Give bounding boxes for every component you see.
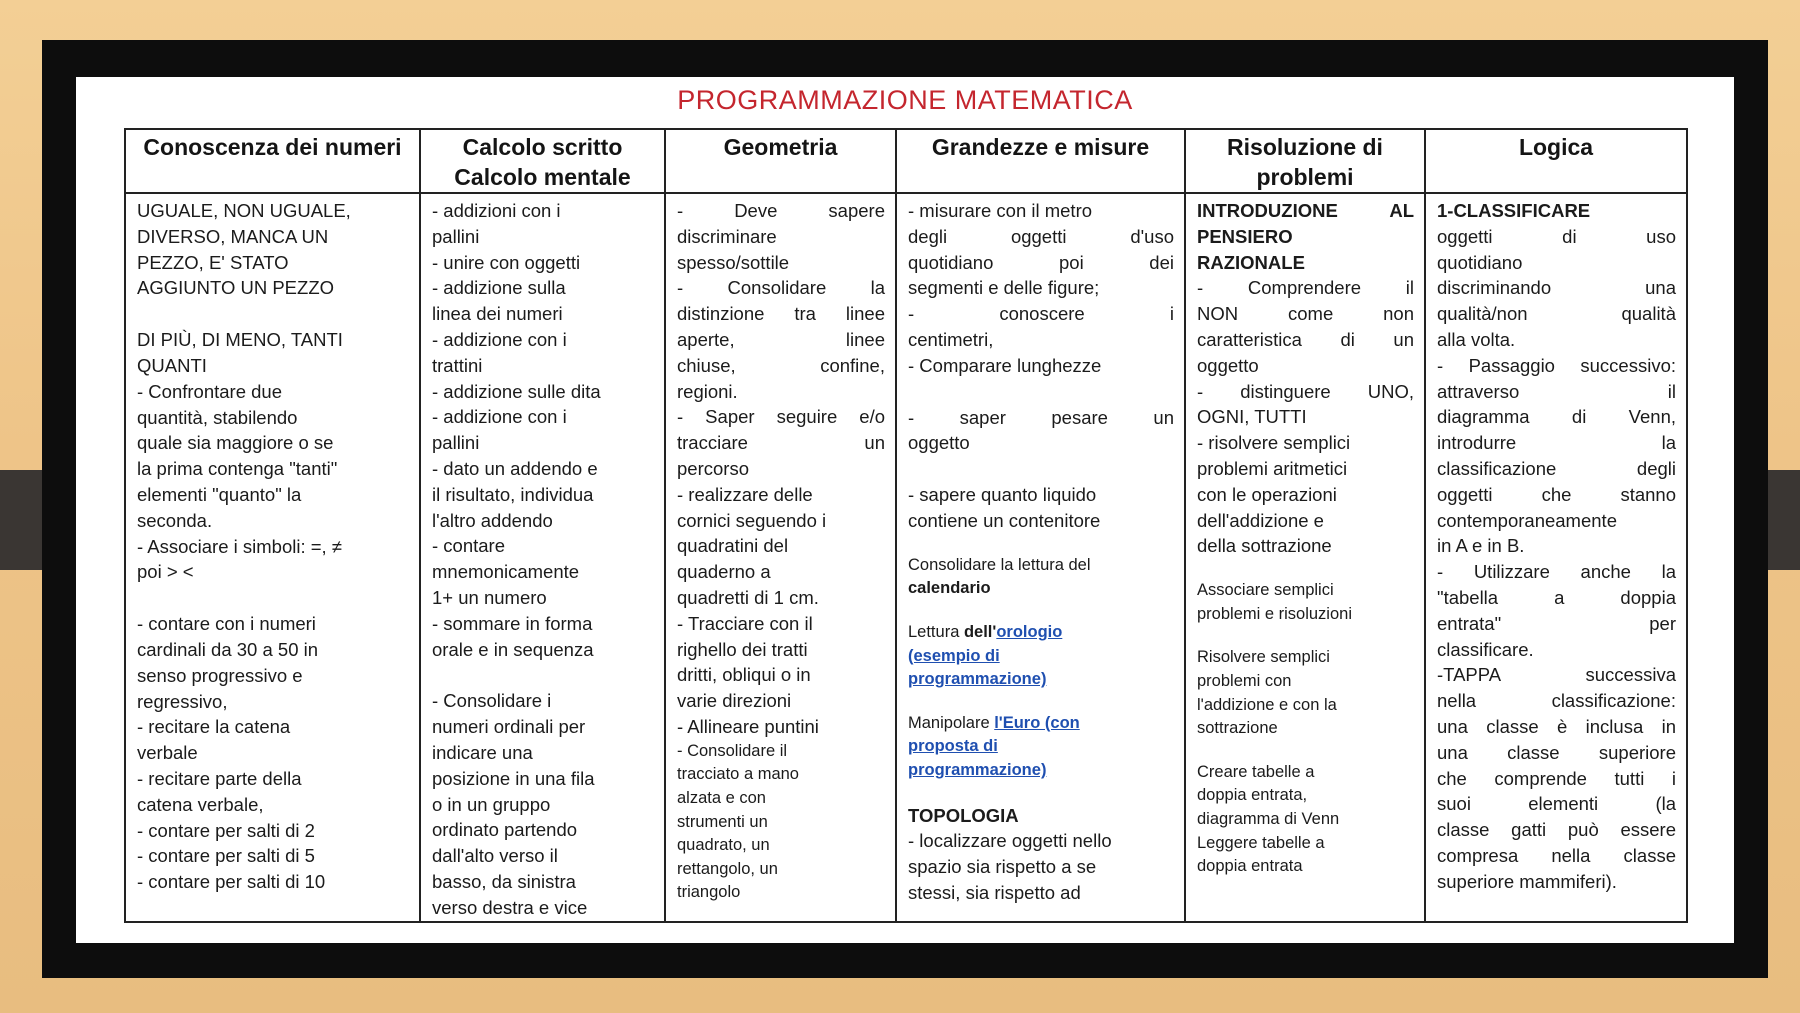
text-line: - contare per salti di 2 [137,819,315,841]
text-line: dell'addizione e [1197,509,1324,531]
text-line: attraverso il [1437,380,1676,402]
text-line: classe gatti può essere [1437,819,1676,841]
text-line: - contare [432,535,506,557]
text-line: - risolvere semplici [1197,432,1351,454]
text-line: - addizione con i [432,328,567,350]
text-line: problemi aritmetici [1197,457,1348,479]
text-line: quadratini del [677,535,789,557]
text-line: oggetti che stanno [1437,483,1676,505]
text-line: strumenti un [677,812,768,831]
orologio-link[interactable]: (esempio di [908,646,1000,665]
text-line: discriminare [677,225,777,247]
text-line: alla volta. [1437,328,1516,350]
text-line: qualità/non qualità [1437,303,1676,325]
text-line: - contare con i numeri [137,613,316,635]
euro-link[interactable]: programmazione) [908,760,1047,779]
text-line: triangolo [677,883,741,902]
text-line: seconda. [137,509,213,531]
header-calcolo: Calcolo scritto Calcolo mentale [420,129,665,193]
text-line: INTRODUZIONE AL [1197,200,1414,221]
text-line: quotidiano [1437,251,1523,273]
text-line: la prima contenga "tanti" [137,458,338,480]
text-line: - addizione sulla [432,277,566,299]
euro-line: Manipolare l'Euro (con [908,713,1080,732]
text-line: - sapere quanto liquido [908,484,1097,506]
text-line: ordinato partendo [432,819,578,841]
text-line: quadretti di 1 cm. [677,586,819,608]
text-line: suoi elementi (la [1437,793,1676,815]
text-line: - unire con oggetti [432,251,581,273]
text-line: classificazione degli [1437,457,1676,479]
text-line: doppia entrata, [1197,786,1308,805]
text-line: orale e in sequenza [432,638,594,660]
text-line: oggetti di uso [1437,225,1676,247]
text-line: sottrazione [1197,719,1278,738]
orologio-link[interactable]: programmazione) [908,670,1047,689]
text-line: una classe superiore [1437,741,1676,763]
cell-grandezze [896,193,1185,922]
text-line: quaderno a [677,561,771,583]
text-line: - Confrontare due [137,380,283,402]
text-line: degli oggetti d'uso [908,225,1174,247]
text-line: alzata e con [677,788,766,807]
orologio-line: Lettura dell'orologio [908,622,1063,641]
text-line: rettangolo, un [677,859,778,878]
topologia-heading: TOPOLOGIA [908,804,1019,826]
text-line: dritti, obliqui o in [677,664,811,686]
text-line: - Consolidare la [677,277,885,299]
text-line: che comprende tutti i [1437,767,1676,789]
text-line: RAZIONALE [1197,251,1305,273]
text-line: il risultato, individua [432,483,594,505]
text-line: - contare per salti di 10 [137,871,326,893]
text-line: superiore mammiferi). [1437,870,1617,892]
header-geometria: Geometria [665,129,896,193]
text-line: quantità, stabilendo [137,406,298,428]
text-line: contemporaneamente [1437,509,1617,531]
text-line: doppia entrata [1197,857,1303,876]
document-page [76,77,1734,943]
cell-problemi [1185,193,1425,922]
text-line: entrata" per [1437,612,1676,634]
text-line: pallini [432,225,480,247]
text-line: diagramma di Venn, [1437,406,1676,428]
text-line: poi > < [137,561,194,583]
text-line: - Deve sapere [677,200,885,221]
text-line: - distinguere UNO, [1197,380,1414,402]
text-line: Leggere tabelle a [1197,833,1325,852]
text-line: percorso [677,457,749,479]
text-line: classificare. [1437,638,1534,660]
text-line: - Consolidare il [677,741,788,760]
text-line: quale sia maggiore o se [137,432,334,454]
text-line: catena verbale, [137,793,264,815]
text-line: OGNI, TUTTI [1197,406,1307,428]
text-line: 1+ un numero [432,586,547,608]
page-title: PROGRAMMAZIONE MATEMATICA [677,85,1133,115]
text-line: in A e in B. [1437,535,1525,557]
text-line: numeri ordinali per [432,716,586,738]
text-line: varie direzioni [677,690,792,712]
text-line: verbale [137,742,198,764]
text-line: distinzione tra linee [677,303,885,325]
content-row [125,193,1687,922]
text-line: pallini [432,432,480,454]
orologio-link[interactable]: orologio [996,622,1063,641]
cell-geometria [665,193,896,922]
text-line: contiene un contenitore [908,509,1101,531]
text-line: - Allineare puntini [677,715,819,737]
header-problemi: Risoluzione di problemi [1185,129,1425,193]
text-line: - localizzare oggetti nello [908,830,1112,852]
text-line: AGGIUNTO UN PEZZO [137,277,335,299]
text-line: quadrato, un [677,836,770,855]
text-line: - addizioni con i [432,200,561,221]
text-line: NON come non [1197,303,1414,325]
text-line: discriminando una [1437,277,1676,299]
text-line: spazio sia rispetto a se [908,856,1097,878]
header-numeri: Conoscenza dei numeri [125,129,420,193]
text-line: cardinali da 30 a 50 in [137,638,319,660]
text-line: Creare tabelle a [1197,762,1315,781]
text-line: senso progressivo e [137,664,303,686]
text-line: UGUALE, NON UGUALE, [137,200,351,221]
text-line: della sottrazione [1197,535,1332,557]
text-line: QUANTI [137,354,207,376]
text-line: - recitare parte della [137,767,302,789]
text-line: righello dei tratti [677,638,808,660]
text-line: - recitare la catena [137,716,291,738]
text-line: PEZZO, E' STATO [137,251,289,273]
text-line: con le operazioni [1197,483,1337,505]
text-line: - dato un addendo e [432,457,598,479]
text-line: DI PIÙ, DI MENO, TANTI [137,329,343,351]
text-line: cornici seguendo i [677,509,827,531]
text-line: - conoscere i [908,303,1174,325]
text-line: - contare per salti di 5 [137,845,315,867]
text-line: tracciare un [677,432,885,454]
text-line: stessi, sia rispetto ad [908,881,1081,903]
text-line: chiuse, confine, [677,354,885,376]
text-line: oggetto [908,432,970,454]
text-line: Consolidare la lettura del [908,555,1091,574]
text-line: tracciato a mano [677,765,799,784]
text-line: problemi e risoluzioni [1197,604,1352,623]
text-line: Associare semplici [1197,581,1334,600]
cell-numeri [125,193,420,922]
text-line: indicare una [432,741,533,763]
text-line: mnemonicamente [432,561,580,583]
text-line: dall'alto verso il [432,845,558,867]
text-line: spesso/sottile [677,251,790,273]
text-line: calendario [908,579,991,598]
text-line: Risolvere semplici [1197,648,1330,667]
text-line: DIVERSO, MANCA UN [137,225,329,247]
text-line: regioni. [677,380,738,402]
text-line: PENSIERO [1197,225,1293,247]
text-line: compresa nella classe [1437,844,1676,866]
text-line: trattini [432,354,483,376]
text-line: - Consolidare i [432,690,552,712]
text-line: -TAPPA successiva [1437,664,1676,686]
text-line: nella classificazione: [1437,690,1676,712]
program-table [124,128,1688,923]
text-line: problemi con [1197,671,1292,690]
text-line: - Passaggio successivo: [1437,354,1676,376]
text-line: basso, da sinistra [432,870,576,892]
text-line: o in un gruppo [432,793,551,815]
text-line: "tabella a doppia [1437,586,1676,608]
euro-link[interactable]: l'Euro (con [994,713,1080,732]
text-line: - Saper seguire e/o [677,406,885,428]
text-line: centimetri, [908,328,994,350]
text-line: segmenti e delle figure; [908,277,1100,299]
text-line: 1-CLASSIFICARE [1437,200,1591,221]
text-line: - realizzare delle [677,483,813,505]
euro-link[interactable]: proposta di [908,737,998,756]
text-line: linea dei numeri [432,303,563,325]
text-line: elementi "quanto" la [137,483,302,505]
text-line: l'altro addendo [432,509,553,531]
text-line: - misurare con il metro [908,200,1093,221]
text-line: - Associare i simboli: =, ≠ [137,535,342,557]
text-line: - sommare in forma [432,612,593,634]
text-line: regressivo, [137,690,228,712]
text-line: - saper pesare un [908,406,1174,428]
header-grandezze: Grandezze e misure [896,129,1185,193]
text-line: diagramma di Venn [1197,809,1340,828]
header-logica: Logica [1425,129,1687,193]
text-line: - Comprendere il [1197,277,1414,299]
text-line: - Comparare lunghezze [908,354,1102,376]
text-line: aperte, linee [677,328,885,350]
cell-logica [1425,193,1687,922]
text-line: introdurre la [1437,432,1676,454]
text-line: caratteristica di un [1197,328,1414,350]
text-line: quotidiano poi dei [908,251,1174,273]
text-line: una classe è inclusa in [1437,715,1676,737]
text-line: - Utilizzare anche la [1437,561,1676,583]
text-line: - Tracciare con il [677,612,813,634]
cell-calcolo [420,193,665,922]
header-row [125,129,1687,193]
text-line: - addizione con i [432,406,567,428]
text-line: verso destra e vice [432,896,588,918]
text-line: - addizione sulle dita [432,380,601,402]
text-line: posizione in una fila [432,767,595,789]
text-line: oggetto [1197,354,1259,376]
text-line: l'addizione e con la [1197,695,1337,714]
